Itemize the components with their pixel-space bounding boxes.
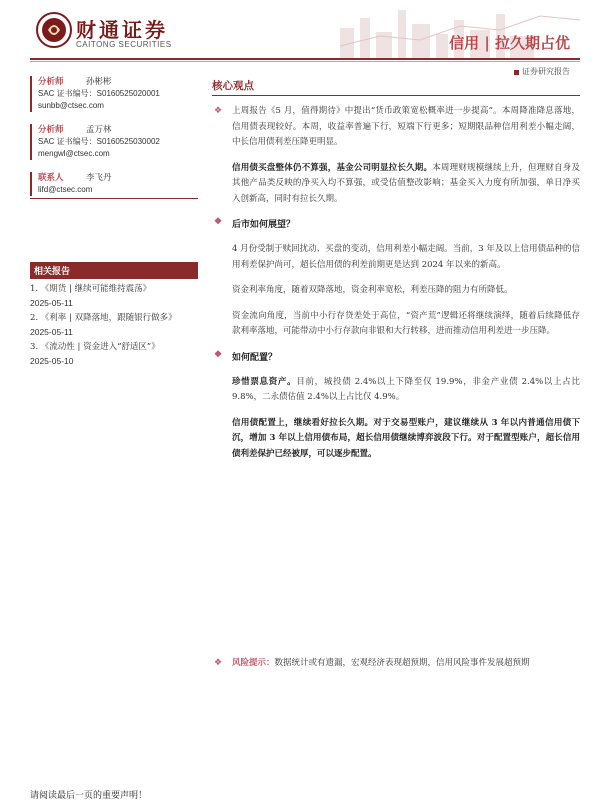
analyst-email[interactable]: sunbb@ctsec.com [38,101,104,110]
analyst-cert: SAC 证书编号：S0160525030002 [38,137,160,146]
diamond-bullet-icon: ❖ [214,658,223,668]
analyst-card [30,76,198,112]
section-title: 核心观点 [212,78,580,96]
analyst-name: 孟万林 [86,125,112,135]
related-report-link[interactable]: 3. 《流动性 | 资金进入“舒适区”》 [30,342,160,352]
report-header [0,0,600,78]
paragraph-lead: 信用债配置上，继续看好拉长久期。对于交易型账户，建议继续从 3 年以内普通信用债下沉，增加 3 年以上信用债布局，超长信用债继续博弈波段下行。对于配置型账户，超长信用债利差保护已经被厚，可以逐步配置。 [232,417,580,459]
paragraph [212,416,580,463]
report-type-label: 证券研究报告 [522,67,570,76]
question-text: 后市如何展望？ [232,220,296,230]
report-title: 信用 | 拉久期占优 [449,34,570,52]
contact-card [30,172,198,196]
paragraph-lead: 信用债买盘整体仍不算强，基金公司明显拉长久期。 [232,162,433,173]
disclaimer-note: 请阅读最后一页的重要声明！ [30,791,148,800]
diamond-bullet-icon: ❖ [214,217,223,227]
paragraph [212,375,580,406]
analyst-panel [30,76,198,208]
paragraph-text: 资金利率角度，随着双降落地，资金利率宽松，利差压降的阻力有所降低。 [232,285,513,295]
paragraph-text: 目前，城投债 2.4%以上下降至仅 19.9%，非金产业债 2.4%以上占比 9.8%，二永债估值 2.4%以上占比仅 4.9%。 [232,376,580,402]
analyst-role: 分析师 [38,77,64,87]
header-rule [30,58,580,60]
core-views [212,78,580,472]
analyst-cert: SAC 证书编号：S0160525020001 [38,89,160,98]
related-report-date: 2025-05-10 [30,356,74,366]
logo-icon [36,12,72,48]
related-reports-title: 相关报告 [30,262,198,279]
analyst-role: 分析师 [38,125,64,135]
contact-email[interactable]: lifd@ctsec.com [38,185,93,194]
risk-label: 风险提示： [232,658,275,668]
left-divider [30,198,198,199]
related-report-date: 2025-05-11 [30,327,73,337]
paragraph [212,283,580,299]
risk-text: 数据统计或有遗漏，宏观经济表现超预期，信用风险事件发展超预期 [274,658,530,668]
analyst-email[interactable]: mengwl@ctsec.com [38,149,110,158]
diamond-bullet-icon: ❖ [214,106,223,116]
diamond-bullet-icon: ❖ [214,349,223,360]
related-report-link[interactable]: 1. 《期货 | 继续可能维持震荡》 [30,284,152,294]
logo-english: CAITONG SECURITIES [76,40,172,49]
question-heading [212,217,580,230]
paragraph [212,104,580,151]
related-report-date: 2025-05-11 [30,298,73,308]
contact-role: 联系人 [38,173,64,183]
paragraph-text: 上周报告《5 月，值得期待》中提出“货币政策宽松概率进一步提高”。本周降准降息落地，信用债表现较好。本周，收益率普遍下行，短端下行更多；短期限品种信用利差小幅走阔，中长信用债利差压降更明显。 [232,106,580,147]
question-heading [212,350,580,363]
paragraph [212,161,580,208]
logo-chinese: 财通证券 [76,18,168,42]
analyst-card [30,124,198,160]
question-text: 如何配置？ [232,352,278,363]
related-report-link[interactable]: 2. 《利率 | 双降落地，跟随银行做多》 [30,313,177,323]
paragraph [212,242,580,273]
paragraph-text: 本周理财规模继续上升，但理财自身及其他产品类反映的净买入均不算强，或受估值整改影响；基金买入力度有所加强，单日净买入创新高，同时有拉长久期。 [232,162,580,204]
paragraph [212,309,580,340]
report-type-tag [514,66,570,77]
contact-name: 李飞丹 [86,173,112,183]
analyst-name: 孙彬彬 [86,77,112,87]
paragraph-text: 4 月份受制于赎回扰动、买盘的变动，信用利差小幅走阔。当前，3 年及以上信用债品种的信用利差保护尚可，超长信用债的利差前期更是达到 2024 年以来的新高。 [232,244,580,270]
paragraph-lead: 珍惜票息资产。 [232,376,297,387]
risk-warning [212,656,580,671]
paragraph-text: 资金流向角度，当前中小行存贷差处于高位，“资产荒”逻辑还将继续演绎，随着后续降低存款利率落地，可能带动中小行存款向非银和大行转移，进而推动信用利差进一步压降。 [232,310,580,336]
company-logo [36,10,186,58]
related-reports [30,262,198,370]
square-icon [514,70,519,75]
header-rule-thin [30,61,580,62]
